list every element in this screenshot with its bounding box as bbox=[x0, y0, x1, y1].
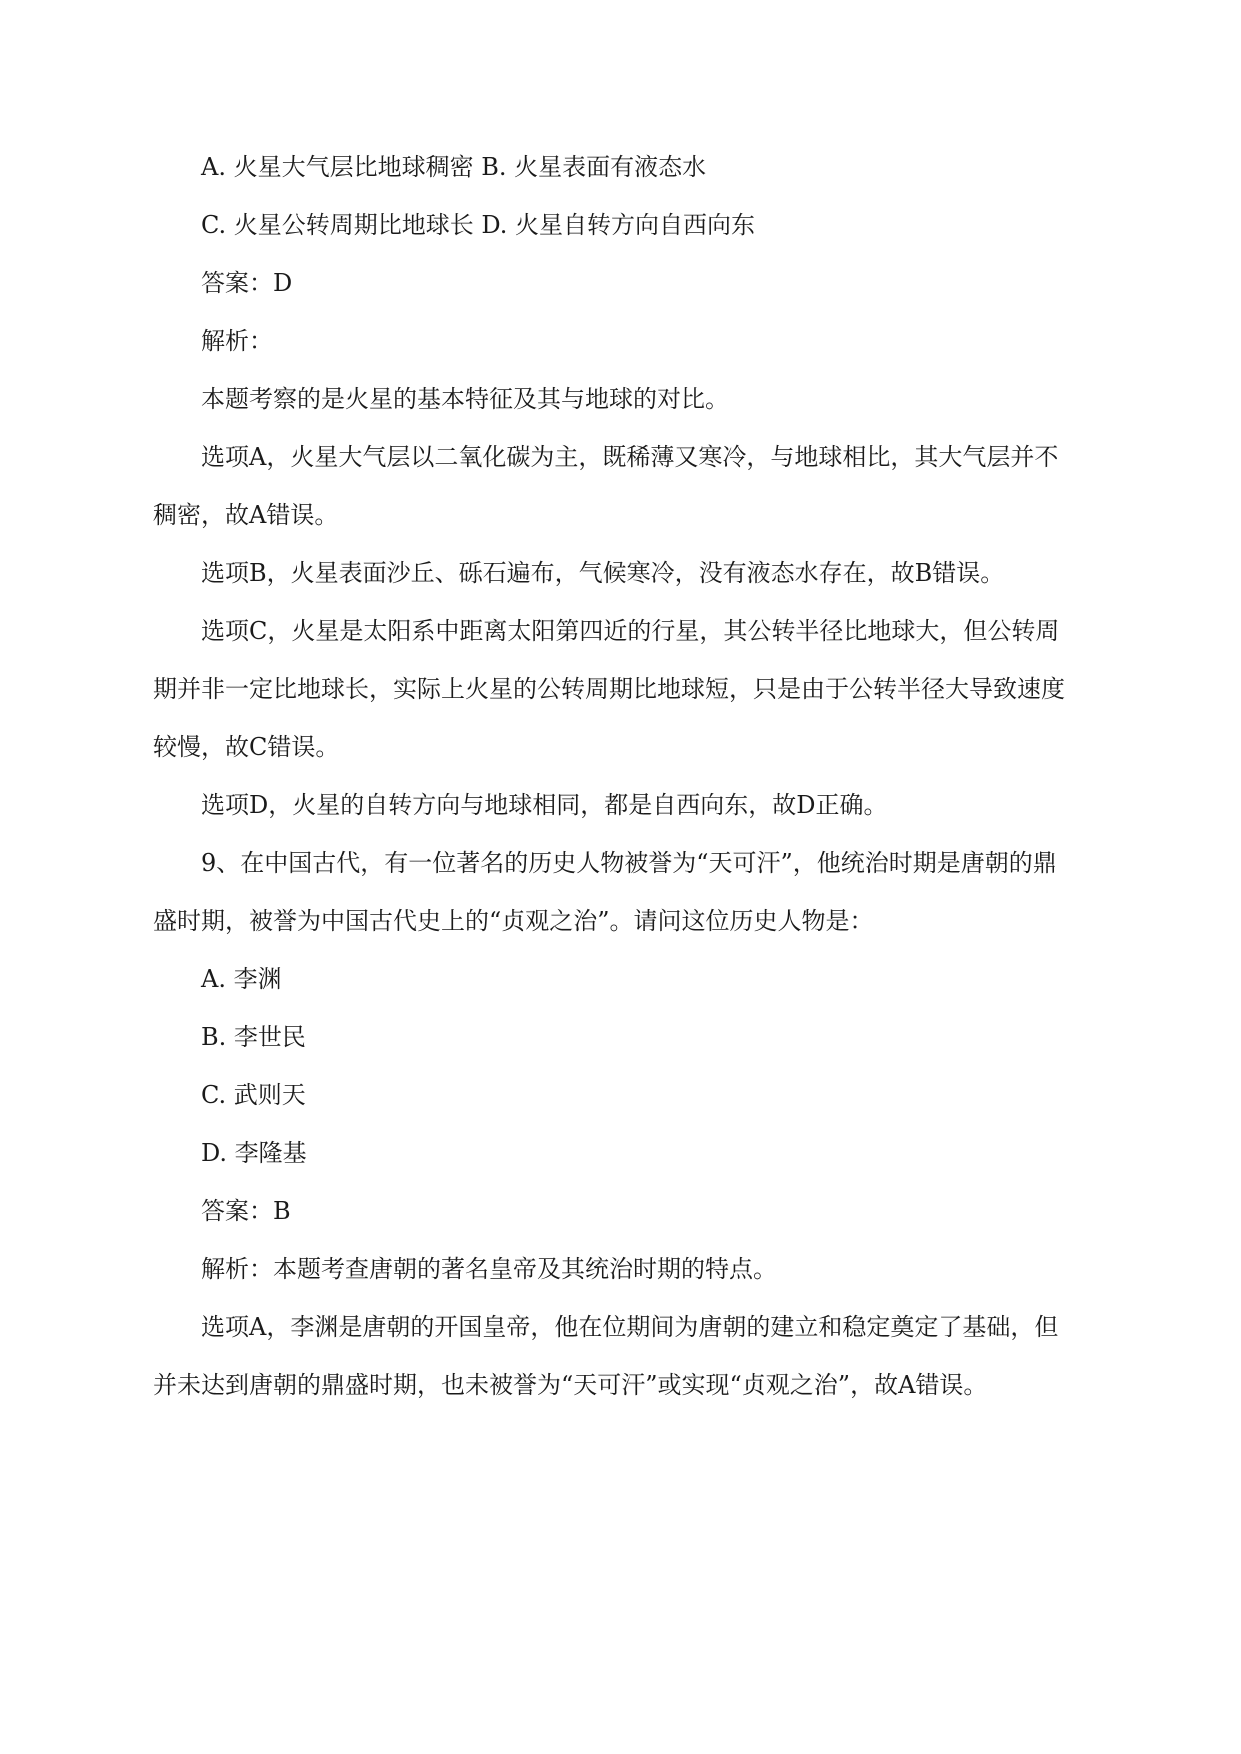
q8-analysis-intro: 本题考察的是火星的基本特征及其与地球的对比。 bbox=[201, 385, 729, 413]
q8-analysis-label: 解析： bbox=[201, 327, 273, 355]
q9-option-b: B. 李世民 bbox=[201, 1023, 306, 1051]
q8-option-d-explanation: 选项D，火星的自转方向与地球相同，都是自西向东，故D正确。 bbox=[201, 791, 888, 819]
q8-options-row-2: C. 火星公转周期比地球长 D. 火星自转方向自西向东 bbox=[201, 211, 756, 239]
q9-question: 9、在中国古代，有一位著名的历史人物被誉为“天可汗”，他统治时期是唐朝的鼎 bbox=[201, 849, 1057, 877]
q9-option-c: C. 武则天 bbox=[201, 1081, 306, 1109]
q8-option-c-explanation: 选项C，火星是太阳系中距离太阳第四近的行星，其公转半径比地球大，但公转周 bbox=[201, 617, 1060, 645]
q8-option-c-explanation-cont: 期并非一定比地球长，实际上火星的公转周期比地球短，只是由于公转半径大导致速度 bbox=[153, 675, 1065, 703]
q8-option-a-explanation-cont: 稠密，故A错误。 bbox=[153, 501, 339, 529]
q9-option-a: A. 李渊 bbox=[201, 965, 282, 993]
q9-option-d: D. 李隆基 bbox=[201, 1139, 307, 1167]
q9-question-cont: 盛时期，被誉为中国古代史上的“贞观之治”。请问这位历史人物是： bbox=[153, 907, 874, 935]
q8-options-row-1: A. 火星大气层比地球稠密 B. 火星表面有液态水 bbox=[201, 153, 707, 181]
q8-option-c-explanation-cont2: 较慢，故C错误。 bbox=[153, 733, 340, 761]
q9-option-a-explanation-cont: 并未达到唐朝的鼎盛时期，也未被誉为“天可汗”或实现“贞观之治”，故A错误。 bbox=[153, 1371, 988, 1399]
q8-option-a-explanation: 选项A，火星大气层以二氧化碳为主，既稀薄又寒冷，与地球相比，其大气层并不 bbox=[201, 443, 1059, 471]
q8-option-b-explanation: 选项B，火星表面沙丘、砾石遍布，气候寒冷，没有液态水存在，故B错误。 bbox=[201, 559, 1005, 587]
q8-answer: 答案：D bbox=[201, 269, 293, 297]
q9-option-a-explanation: 选项A，李渊是唐朝的开国皇帝，他在位期间为唐朝的建立和稳定奠定了基础，但 bbox=[201, 1313, 1059, 1341]
q9-analysis: 解析：本题考查唐朝的著名皇帝及其统治时期的特点。 bbox=[201, 1255, 777, 1283]
q9-answer: 答案：B bbox=[201, 1197, 291, 1225]
